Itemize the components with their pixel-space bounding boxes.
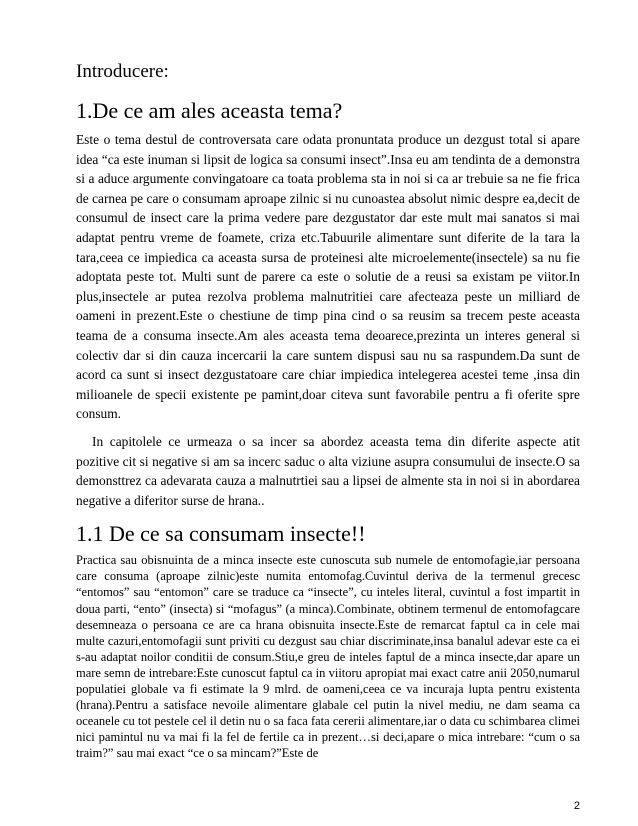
question-heading: 1.De ce am ales aceasta tema? — [76, 98, 343, 123]
paragraph-motivation: Este o tema destul de controversata care odata pronuntata produce un dezgust total si apare idea “ca este inuman si lipsit de logica sa consumi insect”.Insa eu am tendinta de a demonstra si a aduce argumente convingatoare ca toata problema sta in noi si ca ar trebuie sa ne fie frica de carnea pe care o consumam aproape zilnic si nu cunoastea absolut nimic despre ea,decit de consumul de insect care la prima vedere pare dezgustator dar este mult mai sanatos si mai adaptat pentru vreme de foamete, criza etc.Tabuurile alimentare sunt diferite de la tara la tara,ceea ce impiedica ca aceasta sursa de proteinesi alte microelemente(insectele) sa nu fie adoptata peste tot. Multi sunt de parere ca este o solutie de a reusi sa existam pe viitor.In plus,insectele ar putea rezolva problema malnutritiei care afecteaza peste un milliard de oameni in prezent.Este o chestiune de timp pina cind o sa reusim sa trecem peste aceasta teama de a consuma insecte.Am ales aceasta tema deoarece,prezinta un interes general si colectiv dar si din cauza incercarii la care suntem dispusi sau nu sa raspundem.Da sunt de acord ca sunt si insect dezgustatoare care chiar impiedica intelegerea acestei teme ,insa din milioanele de specii existente pe pamint,doar citeva sunt favorabile pentru a fi oferite spre consum. — [76, 132, 580, 422]
page-content — [76, 58, 580, 762]
introduction-heading: Introducere: — [76, 61, 169, 82]
page-number: 2 — [573, 800, 580, 812]
paragraph-entomophagy: Practica sau obisnuinta de a minca insecte este cunoscuta sub numele de entomofagie,iar persoana care consuma (aproape zilnic)este numita entomofag.Cuvintul deriva de la termenul grecesc “entomos” sau “entomon” care se traduce ca “insecte”, cu inteles literal, cuvintul a fost impartit in doua parti, “ento” (insecta) si “mofagus” (a minca).Combinate, obtinem termenul de entomofagcare desemneaza o persoana ce are ca hrana obisnuita insecte.Este de remarcat faptul ca in cele mai multe cazuri,entomofagii sunt priviti cu dezgust sau chiar discriminate,insa banalul adevar este ca ei s-au adaptat noilor conditii de consum.Stiu,e greu de inteles faptul de a minca insecte,dar apare un mare semn de intrebare:Este cunoscut faptul ca in viitoru apropiat mai exact catre anii 2050,numarul populatiei globale va fi estimate la 9 mlrd. de oameni,ceea ce va incuraja lupta pentru existenta (hrana).Pentru a satisface nevoile alimentare glabale cel putin la nivel mediu, ne dam seama ca oceanele cu tot pestele cel il detin nu o sa faca fata cererii alimentare,iar o data cu schimbarea climei nici pamintul nu va mai fi la fel de fertile ca in prezent…si deci,apare o mica intrebare: “cum o sa traim?” sau mai exact “ce o sa mincam?”Este de — [76, 553, 580, 761]
paragraph-chapters: In capitolele ce urmeaza o sa incer sa abordez aceasta tema din diferite aspecte atit pozitive cit si negative si am sa incerc saduc o alta viziune asupra consumului de insecte.O sa demonsttrez ca adevarata cauza a malnutrtiei sau a lipsei de almente sta in noi si in abordarea negative a diferitor surse de hrana.. — [76, 433, 580, 508]
section-heading: 1.1 De ce sa consumam insecte!! — [76, 521, 366, 547]
